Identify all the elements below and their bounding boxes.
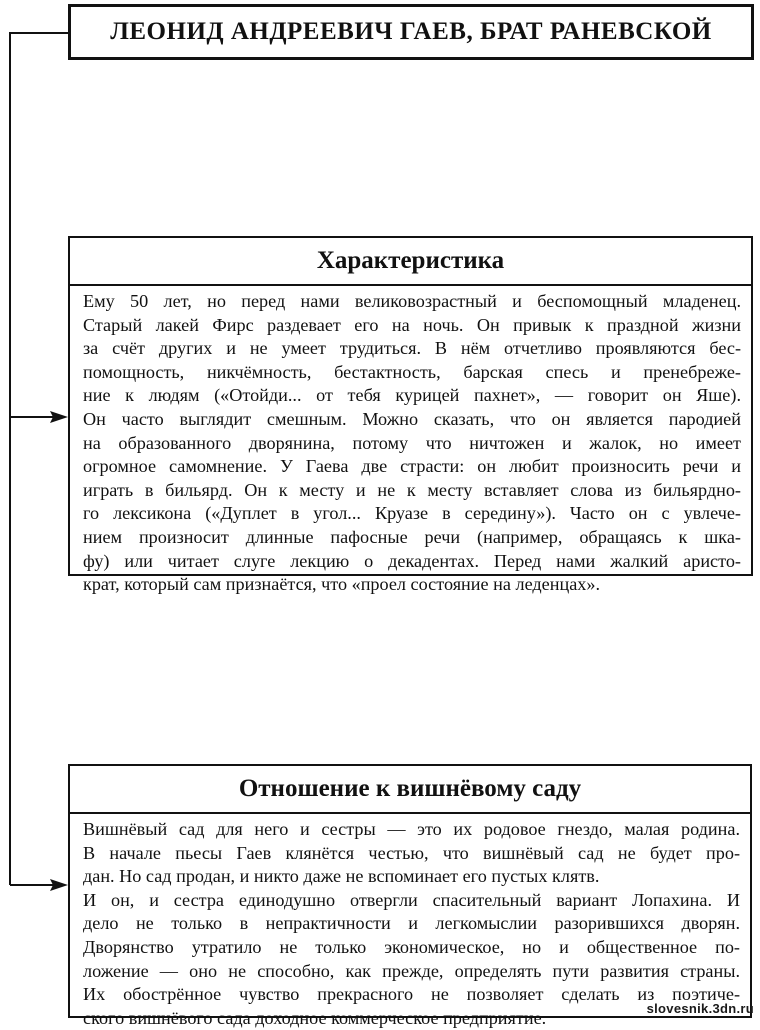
text-line: Ему 50 лет, но перед нами великовозрастный и беспомощный младенец. <box>83 291 741 311</box>
text-line: го лексикона («Дуплет в угол... Круазе в середину»). Часто он с увлече- <box>83 503 741 524</box>
text-line: Их обострённое чувство прекрасного не позволяет сделать из поэтиче- <box>83 984 740 1005</box>
text-line: дело не только в непрактичности и легкомыслии разорившихся дворян. <box>83 913 740 934</box>
section-body <box>70 286 751 597</box>
text-line: И он, и сестра единодушно отвергли спасительный вариант Лопахина. И <box>83 889 740 910</box>
arrow-head-garden <box>50 879 68 891</box>
title-box <box>68 4 754 60</box>
section-heading: Характеристика <box>70 238 751 286</box>
text-line: огромное самомнение. У Гаева две страсти: он любит произносить речи и <box>83 456 741 477</box>
section-cherry-garden <box>68 764 752 1028</box>
section-characteristic <box>68 236 753 595</box>
text-line: ложение — оно не способно, как прежде, определять пути развития страны. <box>83 960 740 981</box>
text-line: Дворянство утратило не только экономическое, но и общественное по- <box>83 936 740 957</box>
text-line: нием произносит длинные пафосные речи (например, обращаясь к шка- <box>83 526 741 547</box>
text-line: Старый лакей Фирс раздевает его на ночь. Он привык к праздной жизни <box>83 314 741 335</box>
section-heading: Отношение к вишнёвому саду <box>70 766 750 814</box>
text-line: Он часто выглядит смешным. Можно сказать, что он является пародией <box>83 408 741 429</box>
text-line: на образованного дворянина, потому что ничтожен и жалок, но имеет <box>83 432 741 453</box>
text-line: ние к людям («Отойди... от тебя курицей пахнет», — говорит он Яше). <box>83 385 741 406</box>
text-line: фу) или читает слуге лекцию о декадентах. Перед нами жалкий аристо- <box>83 550 741 571</box>
text-line: крат, который сам признаётся, что «проел состояние на леденцах». <box>83 574 601 595</box>
text-line: ского вишнёвого сада доходное коммерческое предприятие. <box>83 1007 547 1028</box>
text-line: Вишнёвый сад для него и сестры — это их родовое гнездо, малая родина. <box>83 819 740 839</box>
page-title: ЛЕОНИД АНДРЕЕВИЧ ГАЕВ, БРАТ РАНЕВСКОЙ <box>110 18 712 45</box>
text-line: за счёт других и не умеет трудиться. В нём отчетливо проявляются бес- <box>83 338 741 359</box>
text-line: помощность, никчёмность, бестактность, барская спесь и пренебреже- <box>83 361 741 382</box>
watermark: slovesnik.3dn.ru <box>646 1001 754 1016</box>
arrow-head-characteristic <box>50 411 68 423</box>
text-line: В начале пьесы Гаев клянётся честью, что вишнёвый сад не будет про- <box>83 842 740 863</box>
text-line: дан. Но сад продан, и никто даже не вспоминает его пустых клятв. <box>83 866 600 887</box>
text-line: играть в бильярд. Он к месту и не к месту вставляет слова из бильярдно- <box>83 479 741 500</box>
section-body <box>70 814 750 1030</box>
connector-line <box>10 33 68 885</box>
